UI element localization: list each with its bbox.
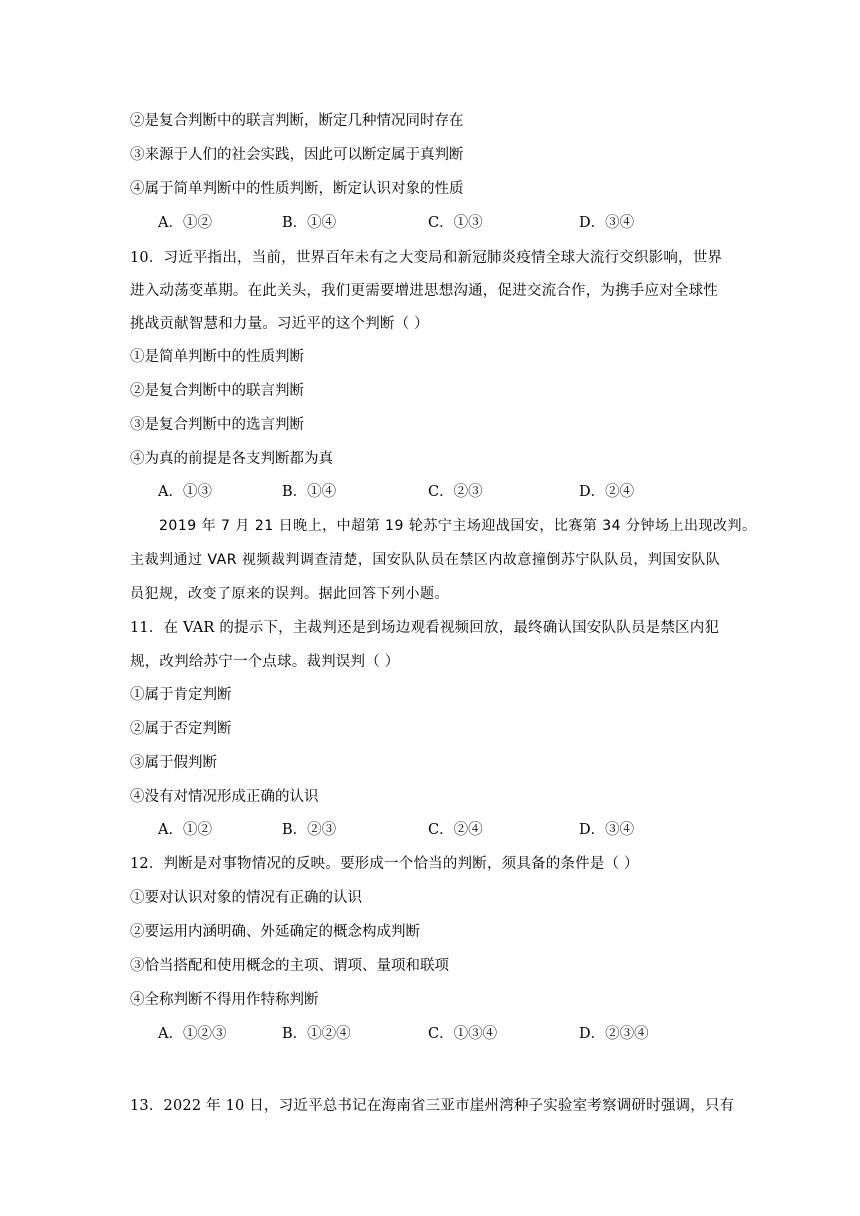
q9-option-d: D．③④ (579, 215, 635, 231)
q12-statement-1: ①要对认识对象的情况有正确的认识 (130, 890, 362, 906)
passage-line-2: 主裁判通过 VAR 视频裁判调查清楚，国安队队员在禁区内故意撞倒苏宁队队员，判国安队队 (130, 552, 721, 568)
q11-options (158, 820, 718, 840)
q11-stem-line-1: 11．在 VAR 的提示下，主裁判还是到场边观看视频回放，最终确认国安队队员是禁区内犯 (130, 620, 720, 636)
q9-statement-2: ②是复合判断中的联言判断，断定几种情况同时存在 (130, 113, 464, 129)
q11-statement-2: ②属于否定判断 (130, 721, 232, 737)
q10-stem-line-2: 进入动荡变革期。在此关头，我们更需要增进思想沟通，促进交流合作，为携手应对全球性 (130, 283, 718, 299)
q10-stem-line-3: 挑战贡献智慧和力量。习近平的这个判断（ ） (130, 316, 429, 332)
q11-statement-1: ①属于肯定判断 (130, 687, 232, 703)
q10-statement-4: ④为真的前提是各支判断都为真 (130, 451, 333, 467)
q10-option-a: A．①③ (158, 484, 212, 500)
q11-stem-line-2: 规，改判给苏宁一个点球。裁判误判（ ） (130, 654, 400, 670)
q9-option-b: B．①④ (282, 215, 337, 231)
q11-statement-3: ③属于假判断 (130, 755, 217, 771)
q11-statement-4: ④没有对情况形成正确的认识 (130, 789, 319, 805)
q12-option-b: B．①②④ (282, 1026, 351, 1042)
q11-option-a: A．①② (158, 822, 212, 838)
q9-option-a: A．①② (158, 215, 212, 231)
q11-option-d: D．③④ (579, 822, 635, 838)
q10-statement-2: ②是复合判断中的联言判断 (130, 383, 304, 399)
q12-option-d: D．②③④ (579, 1026, 649, 1042)
q10-statement-1: ①是简单判断中的性质判断 (130, 349, 304, 365)
q13-stem-line-1: 13．2022 年 10 日，习近平总书记在海南省三亚市崖州湾种子实验室考察调研时强调，只有 (130, 1098, 735, 1114)
q12-options (158, 1024, 718, 1044)
q10-stem-line-1: 10．习近平指出，当前，世界百年未有之大变局和新冠肺炎疫情全球大流行交织影响，世界 (130, 250, 723, 266)
q10-options (158, 482, 718, 502)
q12-option-a: A．①②③ (158, 1026, 227, 1042)
q10-option-d: D．②④ (579, 484, 635, 500)
q10-statement-3: ③是复合判断中的选言判断 (130, 417, 304, 433)
q9-option-c: C．①③ (428, 215, 483, 231)
q11-option-b: B．②③ (282, 822, 337, 838)
q9-statement-3: ③来源于人们的社会实践，因此可以断定属于真判断 (130, 147, 464, 163)
q11-option-c: C．②④ (428, 822, 483, 838)
q9-options (158, 213, 718, 233)
q9-statement-4: ④属于简单判断中的性质判断，断定认识对象的性质 (130, 181, 464, 197)
q12-statement-2: ②要运用内涵明确、外延确定的概念构成判断 (130, 924, 420, 940)
passage-line-3: 员犯规，改变了原来的误判。据此回答下列小题。 (130, 586, 449, 602)
q10-option-b: B．①④ (282, 484, 337, 500)
q10-option-c: C．②③ (428, 484, 483, 500)
q12-stem: 12．判断是对事物情况的反映。要形成一个恰当的判断，须具备的条件是（ ） (130, 856, 639, 872)
q12-option-c: C．①③④ (428, 1026, 498, 1042)
passage-line-1: 2019 年 7 月 21 日晚上，中超第 19 轮苏宁主场迎战国安，比赛第 34 分钟场上出现改判。 (130, 518, 757, 534)
q12-statement-3: ③恰当搭配和使用概念的主项、谓项、量项和联项 (130, 958, 449, 974)
q12-statement-4: ④全称判断不得用作特称判断 (130, 992, 319, 1008)
